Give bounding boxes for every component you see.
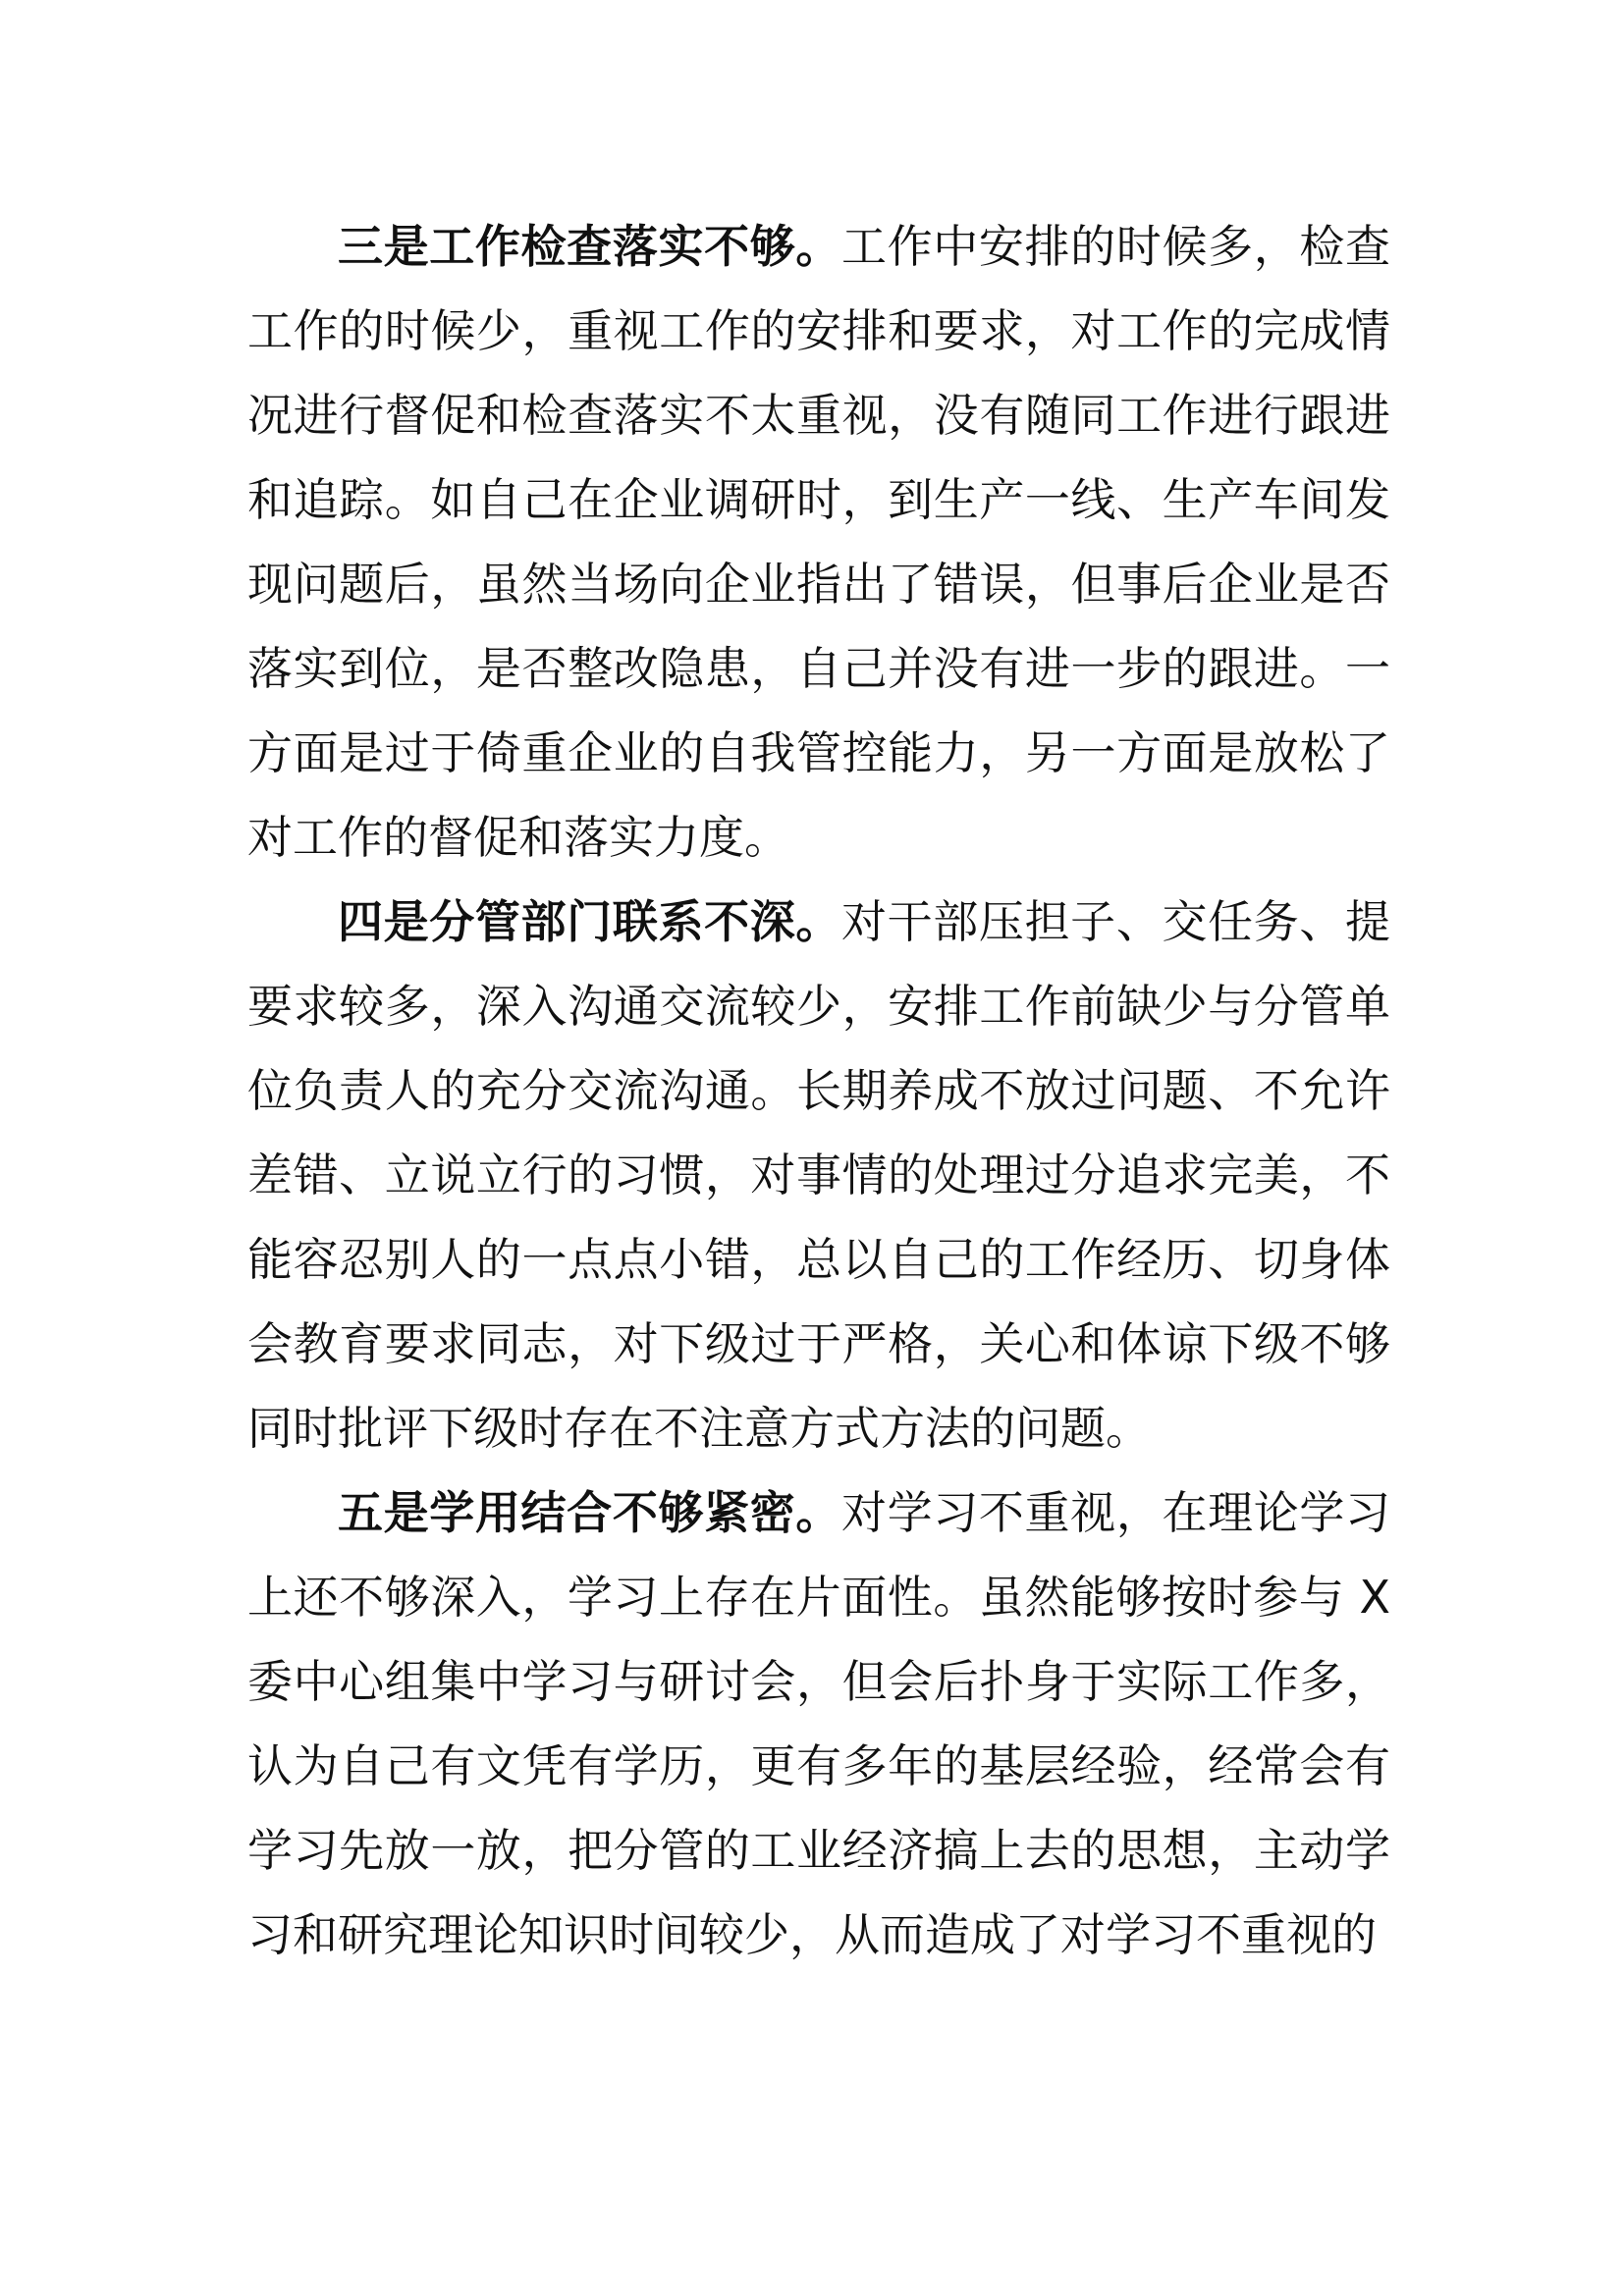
document-body (247, 204, 1390, 1977)
paragraph-heading: 五是学用结合不够紧密。 (338, 1486, 841, 1539)
paragraph-text: 工作中安排的时候多，检查工作的时候少，重视工作的安排和要求，对工作的完成情况进行督促和检查落实不太重视，没有随同工作进行跟进和追踪。如自己在企业调研时，到生产一线、生产车间发现问题后，虽然当场向企业指出了错误，但事后企业是否落实到位，是否整改隐患，自己并没有进一步的跟进。一方面是过于倚重企业的自我管控能力，另一方面是放松了对工作的督促和落实力度。 (247, 220, 1391, 864)
paragraph-inspection (247, 204, 1390, 880)
paragraph-study (247, 1470, 1390, 1977)
paragraph-department-contact (247, 880, 1390, 1470)
paragraph-text: 对干部压担子、交任务、提要求较多，深入沟通交流较少，安排工作前缺少与分管单位负责人的充分交流沟通。长期养成不放过问题、不允许差错、立说立行的习惯，对事情的处理过分追求完美，不能容忍别人的一点点小错，总以自己的工作经历、切身体会教育要求同志，对下级过于严格，关心和体谅下级不够同时批评下级时存在不注意方式方法的问题。 (247, 895, 1391, 1455)
paragraph-heading: 三是工作检查落实不够。 (338, 220, 841, 273)
paragraph-text: 对学习不重视，在理论学习上还不够深入，学习上存在片面性。虽然能够按时参与 X 委中心组集中学习与研讨会，但会后扑身于实际工作多，认为自己有文凭有学历，更有多年的基层经验，经常会有学习先放一放，把分管的工业经济搞上去的思想，主动学习和研究理论知识时间较少，从而造成了对学习不重视的 (247, 1486, 1391, 1961)
paragraph-heading: 四是分管部门联系不深。 (338, 895, 841, 948)
